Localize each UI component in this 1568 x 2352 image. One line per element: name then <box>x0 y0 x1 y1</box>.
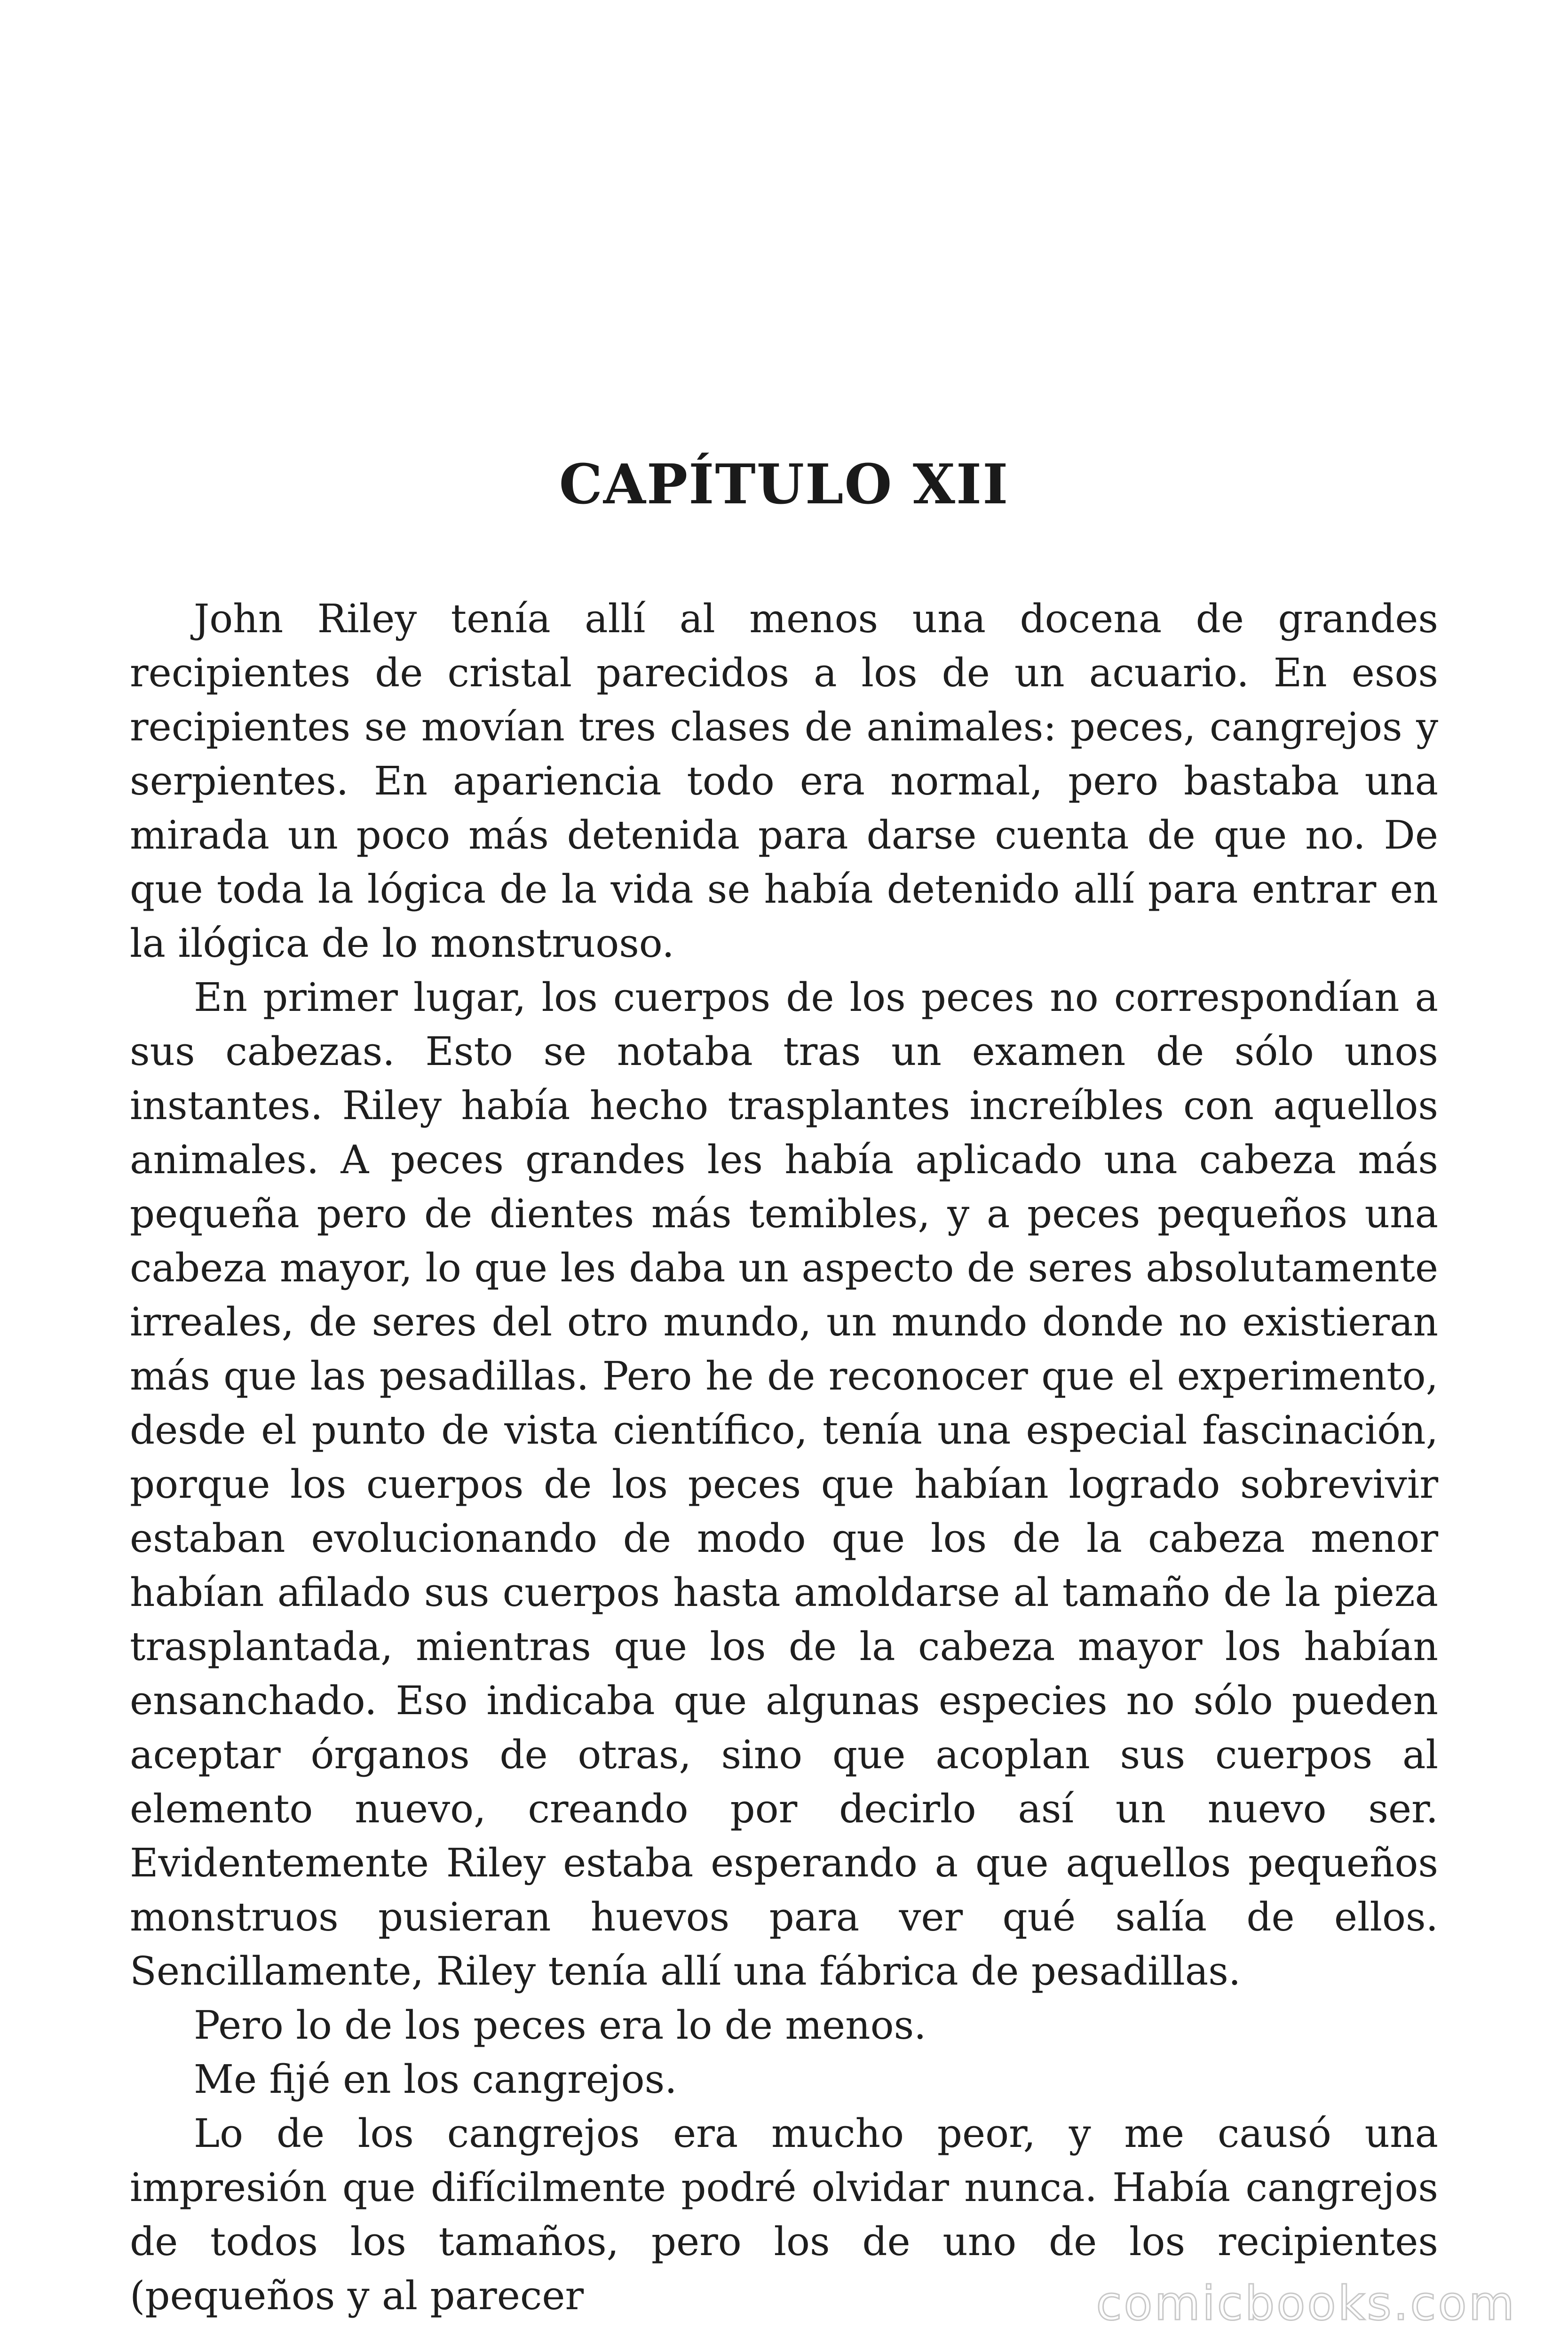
paragraph: Me fijé en los cangrejos. <box>194 2057 677 2102</box>
paragraph: Lo de los cangrejos era mucho peor, y me causó una impresión que difícilmente podré olvidar nunca. Había cangrejos de todos los tamaños, pero los de uno de los recipientes (pequeños y al parecer <box>130 2111 1438 2319</box>
paragraph: En primer lugar, los cuerpos de los peces no correspondían a sus cabezas. Esto se notaba tras un examen de sólo unos instantes. Riley había hecho trasplantes increíbles con aquellos animales. A peces grandes les había aplicado una cabeza más pequeña pero de dientes más temibles, y a peces pequeños una cabeza mayor, lo que les daba un aspecto de seres absolutamente irreales, de seres del otro mundo, un mundo donde no existieran más que las pesadillas. Pero he de reconocer que el experimento, desde el punto de vista científico, tenía una especial fascinación, porque los cuerpos de los peces que habían logrado sobrevivir estaban evolucionando de modo que los de la cabeza menor habían afilado sus cuerpos hasta amoldarse al tamaño de la pieza trasplantada, mientras que los de la cabeza mayor los habían ensanchado. Eso indicaba que algunas especies no sólo pueden aceptar órganos de otras, sino que acoplan sus cuerpos al elemento nuevo, creando por decirlo así un nuevo ser. Evidentemente Riley estaba esperando a que aquellos pequeños monstruos pusieran huevos para ver qué salía de ellos. Sencillamente, Riley tenía allí una fábrica de pesadillas. <box>130 975 1438 1994</box>
watermark: comicbooks.com <box>1096 2276 1516 2331</box>
chapter-title: CAPÍTULO XII <box>559 453 1009 516</box>
paragraph: John Riley tenía allí al menos una docena de grandes recipientes de cristal parecidos a los de un acuario. En esos recipientes se movían tres clases de animales: peces, cangrejos y serpientes. En apariencia todo era normal, pero bastaba una mirada un poco más detenida para darse cuenta de que no. De que toda la lógica de la vida se había detenido allí para entrar en la ilógica de lo monstruoso. <box>130 596 1438 966</box>
chapter-body <box>130 592 1438 2323</box>
paragraph: Pero lo de los peces era lo de menos. <box>194 2002 927 2048</box>
